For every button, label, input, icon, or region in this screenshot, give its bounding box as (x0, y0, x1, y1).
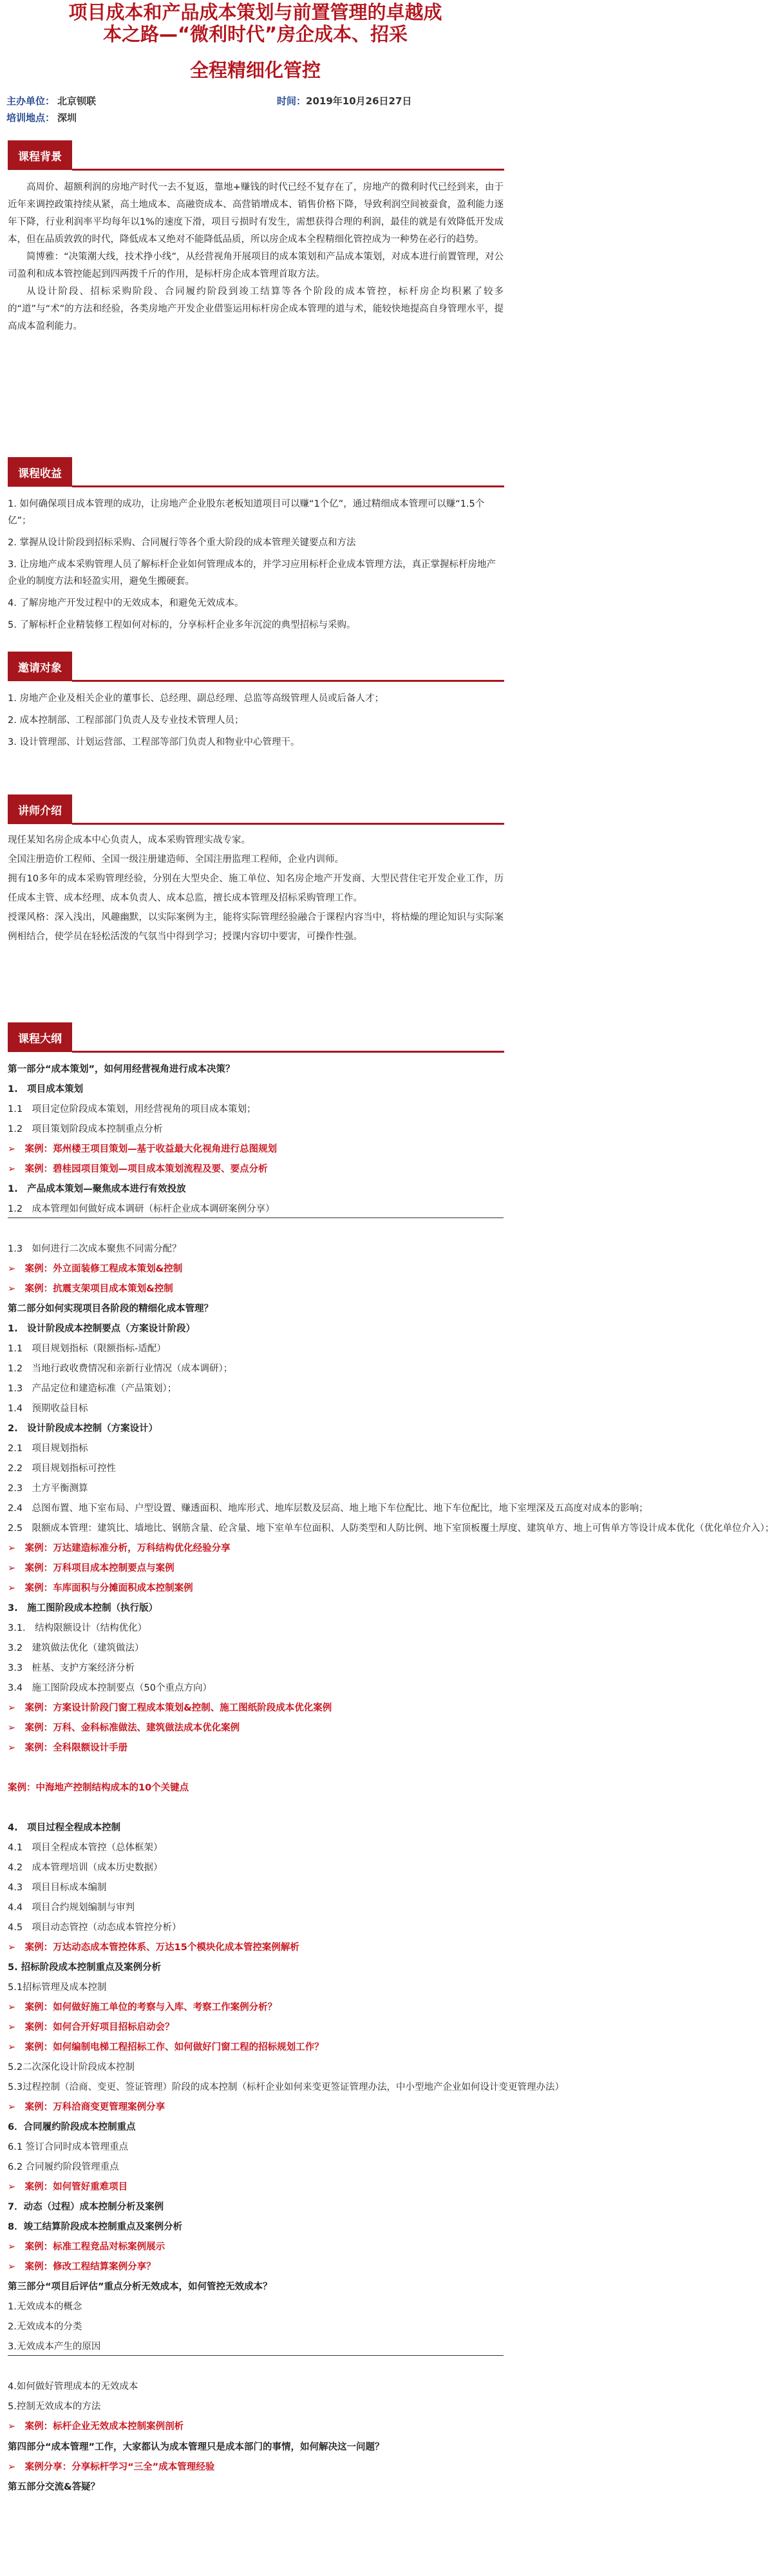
section-background-tag: 课程背景 (8, 140, 72, 170)
outline-row-text: 1.3 产品定位和建造标准（产品策划）； (8, 1384, 177, 1394)
location-value: 深圳 (57, 112, 77, 124)
title-line-1: 项目成本和产品成本策划与前置管理的卓越成 (68, 1, 442, 23)
outline-row-text: 1.1 项目定位阶段成本策划，用经营视角的项目成本策划； (8, 1104, 256, 1114)
outline-row-text: 7．动态（过程）成本控制分析及案例 (8, 2202, 164, 2212)
outline-row-text: 第二部分如何实现项目各阶段的精细化成本管理？ (8, 1304, 213, 1314)
outline-row (8, 1259, 504, 1279)
outline-row-text: 5.2二次深化设计阶段成本控制 (8, 2062, 135, 2073)
lecturer-text (8, 831, 504, 946)
meta-time (277, 94, 496, 108)
outline-row-text: ➢ 案例：如何编制电梯工程招标工作、如何做好门窗工程的招标规划工作？ (8, 2042, 324, 2053)
outline-row-text: ➢ 案例：如何合开好项目招标启动会？ (8, 2022, 175, 2033)
outline-row-text: 4.1 项目全程成本管控（总体框架） (8, 1843, 163, 1853)
audience-item: 1. 房地产企业及相关企业的董事长、总经理、副总经理、总监等高级管理人员或后备人才； (8, 693, 384, 704)
outline-row-text: ➢ 案例：如何管好重难项目 (8, 2182, 128, 2192)
outline-row (8, 1738, 504, 1758)
meta-location (6, 111, 504, 124)
location-label: 培训地点： (6, 112, 55, 124)
outline-row (8, 2138, 504, 2158)
section-lecturer-line (72, 823, 504, 825)
outline-row-text: ➢ 案例：万科洽商变更管理案例分享 (8, 2102, 165, 2112)
outline-row (8, 1100, 504, 1120)
outline-row-text: 1. 设计阶段成本控制要点（方案设计阶段） (8, 1324, 196, 1334)
outline-row-text: 6．合同履约阶段成本控制重点 (8, 2122, 136, 2132)
outline-row (8, 1619, 504, 1639)
outline-row-text: 2. 设计阶段成本控制（方案设计） (8, 1424, 158, 1434)
outline-row (8, 2078, 565, 2098)
outline-row (8, 1060, 504, 1080)
outline-row-text: ➢ 案例：万科、金科标准做法、建筑做法成本优化案例 (8, 1723, 240, 1733)
outline-row (8, 2058, 504, 2078)
outline-row (8, 1379, 504, 1399)
outline-row (8, 1659, 504, 1678)
outline-row (8, 1718, 504, 1738)
outline-row-text: ➢ 案例：抗震支架项目成本策划&控制 (8, 1284, 173, 1294)
outline-row-text: 8．竣工结算阶段成本控制重点及案例分析 (8, 2222, 183, 2232)
outline-row (8, 1319, 504, 1339)
outline-row (8, 1998, 504, 2018)
outline-row-text: 1. 产品成本策划—聚焦成本进行有效投放 (8, 1184, 186, 1194)
lecturer-p3: 拥有10多年的成本采购管理经验，分别在大型央企、施工单位、知名房企地产开发商、大型民营住宅开发企业工作，历任成本主管、成本经理、成本负责人、成本总监，擅长成本管理及招标采购管理工作。 (8, 874, 504, 903)
outline-row-text: 5.3过程控制（洽商、变更、签证管理）阶段的成本控制（标杆企业如何来变更签证管理办法，中小型地产企业如何设计变更管理办法） (8, 2082, 565, 2092)
outline-row-text: 1.2 成本管理如何做好成本调研（标杆企业成本调研案例分享） (8, 1204, 275, 1214)
outline-row (8, 1798, 504, 1818)
outline-row (8, 1579, 504, 1599)
outline-row (8, 1419, 504, 1439)
outline-row (8, 2237, 504, 2257)
outline-row (8, 1878, 504, 1898)
outline-row (8, 1299, 504, 1319)
outline-row-text: ➢ 案例：郑州楼王项目策划—基于收益最大化视角进行总图规划 (8, 1144, 278, 1154)
outline-row (8, 1219, 504, 1239)
benefit-item: 1. 如何确保项目成本管理的成功，让房地产企业股东老板知道项目可以赚“1个亿”，通过精细成本管理可以赚“1.5个亿”； (8, 499, 485, 526)
outline-row (8, 1918, 504, 1938)
outline-row-text: 1. 项目成本策划 (8, 1084, 84, 1095)
time-label: 时间： (277, 95, 307, 107)
outline-row (8, 2377, 504, 2397)
outline-row (8, 2118, 504, 2138)
background-text (8, 179, 504, 335)
time-value: 2019年10月26日27日 (306, 95, 412, 107)
outline-row (8, 2018, 504, 2038)
outline-row (8, 1958, 504, 1978)
section-background-line (72, 169, 504, 171)
outline-row-text: ➢ 案例：车库面积与分摊面积成本控制案例 (8, 1583, 193, 1594)
outline-row-text: 4.3 项目目标成本编制 (8, 1883, 107, 1893)
audience-list (8, 690, 504, 756)
outline-row-text: 6.2 合同履约阶段管理重点 (8, 2162, 119, 2172)
lecturer-p1: 现任某知名房企成本中心负责人，成本采购管理实战专家。 (8, 835, 250, 845)
outline-row (8, 2098, 504, 2118)
outline-row-text: 1.2 当地行政收费情况和亲新行业情况（成本调研）； (8, 1364, 233, 1374)
outline-row-text: ➢ 案例：外立面装修工程成本策划&控制 (8, 1264, 183, 1274)
outline-row (8, 1838, 504, 1858)
outline-row (8, 2337, 504, 2357)
outline-row (8, 2317, 504, 2337)
outline-row (8, 1459, 504, 1479)
outline-row-text: 2.3 土方平衡测算 (8, 1483, 88, 1494)
section-audience-tag: 邀请对象 (8, 652, 72, 681)
outline-row-text: 第四部分“成本管理”工作，大家都认为成本管理只是成本部门的事情，如何解决这一问题？ (8, 2442, 384, 2452)
outline-row-text: 第三部分“项目后评估”重点分析无效成本，如何管控无效成本？ (8, 2282, 272, 2292)
outline-row-text: 4.5 项目动态管控（动态成本管控分析） (8, 1923, 182, 1933)
outline-row-text: 第一部分“成本策划”，如何用经营视角进行成本决策？ (8, 1064, 235, 1075)
outline-row-text: 6.1 签订合同时成本管理重点 (8, 2142, 129, 2152)
section-audience-line (72, 680, 504, 682)
outline-row (8, 2397, 504, 2417)
outline-row (8, 1599, 504, 1619)
outline-row-text: 4. 项目过程全程成本控制 (8, 1823, 121, 1833)
outline-row (8, 1519, 774, 1539)
outline-row-text: 4.如何做好管理成本的无效成本 (8, 2382, 138, 2392)
section-outline-tag: 课程大纲 (8, 1022, 72, 1052)
outline-row-text: ➢ 案例：标准工程竞品对标案例展示 (8, 2242, 165, 2252)
outline-row (8, 2197, 504, 2217)
outline-row (8, 1239, 504, 1259)
outline-row-text: 2.5 限额成本管理：建筑比、墙地比、钢筋含量、砼含量、地下室单车位面积、人防类型和人防比例、地下室顶板覆土厚度、建筑单方、地上可售单方等设计成本优化（优化单位介入）； (8, 1523, 774, 1534)
outline-row-text: 3.2 建筑做法优化（建筑做法） (8, 1643, 144, 1653)
audience-item: 3. 设计管理部、计划运营部、工程部等部门负责人和物业中心管理干。 (8, 737, 300, 747)
outline-row-text: ➢ 案例：全科限额设计手册 (8, 1743, 128, 1753)
outline-row-text: 3.无效成本产生的原因 (8, 2342, 101, 2352)
background-p3: 从设计阶段、招标采购阶段、合同履约阶段到竣工结算等各个阶段的成本管控，标杆房企均积累了较多的“道”与“术”的方法和经验，各类房地产开发企业借鉴运用标杆房企成本管理的道与术，能较快地提高自身管理水平，提高成本盈利能力。 (8, 287, 504, 332)
outline-row-text: ➢ 案例：万达动态成本管控体系、万达15个模块化成本管控案例解析 (8, 1942, 299, 1953)
outline-row (8, 2357, 504, 2377)
outline-row (8, 1439, 504, 1459)
outline-row (8, 1539, 504, 1559)
outline-row-text: 4.2 成本管理培训（成本历史数据） (8, 1863, 163, 1873)
outline-row (8, 1279, 504, 1299)
outline-row (8, 2417, 504, 2437)
outline-row (8, 1559, 504, 1579)
outline-row (8, 2297, 504, 2317)
outline-row (8, 2217, 504, 2237)
section-lecturer-tag: 讲师介绍 (8, 794, 72, 824)
title-line-3: 全程精细化管控 (189, 59, 321, 81)
benefit-item: 4. 了解房地产开发过程中的无效成本，和避免无效成本。 (8, 598, 244, 608)
outline-row (8, 1938, 504, 1958)
outline-row (8, 1778, 504, 1798)
outline-row (8, 1339, 504, 1359)
page-title (0, 1, 511, 45)
outline-row-text: 5. 招标阶段成本控制重点及案例分析 (8, 1962, 162, 1973)
outline-row (8, 1758, 504, 1778)
outline-row (8, 1858, 504, 1878)
outline-row-text: 2.1 项目规划指标 (8, 1443, 88, 1454)
outline-row-text: 1.无效成本的概念 (8, 2302, 82, 2312)
outline-row-text: 1.4 预期收益目标 (8, 1404, 88, 1414)
benefit-item: 2. 掌握从设计阶段到招标采购、合同履行等各个重大阶段的成本管理关键要点和方法 (8, 538, 356, 548)
section-benefits-tag: 课程收益 (8, 457, 72, 487)
row-underline (8, 1217, 504, 1218)
outline-row-text: 3. 施工图阶段成本控制（执行版） (8, 1603, 158, 1613)
audience-item: 2. 成本控制部、工程部部门负责人及专业技术管理人员； (8, 715, 244, 726)
outline-row (8, 1978, 504, 1998)
outline-row-text: 3.3 桩基、支护方案经济分析 (8, 1663, 135, 1673)
outline-row (8, 1180, 504, 1199)
section-outline-line (72, 1051, 504, 1053)
outline-row (8, 2477, 504, 2497)
benefit-item: 3. 让房地产成本采购管理人员了解标杆企业如何管理成本的，并学习应用标杆企业成本管理方法，真正掌握标杆房地产企业的制度方法和轻盈实用，避免生搬硬套。 (8, 559, 496, 587)
outline-row (8, 1898, 504, 1918)
outline-row (8, 2158, 504, 2177)
outline-row (8, 2177, 504, 2197)
outline-row-text: ➢ 案例分享：分享标杆学习“三全”成本管理经验 (8, 2462, 215, 2472)
lecturer-p4: 授课风格：深入浅出，风趣幽默，以实际案例为主，能将实际管理经验融合于课程内容当中，将枯燥的理论知识与实际案例相结合，使学员在轻松活泼的气氛当中得到学习；授课内容切中要害，可操作性强。 (8, 912, 504, 942)
outline-row-text: 3.1. 结构限额设计（结构优化） (8, 1623, 147, 1633)
outline-row-text: 5.1招标管理及成本控制 (8, 1982, 107, 1993)
title-line-2: 本之路—“微利时代”房企成本、招采 (102, 23, 408, 45)
outline-row (8, 1120, 504, 1140)
outline-row-text: 2.4 总图布置、地下室布局、户型设置、赚透面积、地库形式、地库层数及层高、地上地下车位配比、地下车位配比，地下室埋深及五高度对成本的影响； (8, 1503, 648, 1514)
outline-row (8, 1140, 504, 1160)
section-benefits-line (72, 485, 504, 487)
outline-row-text: 4.4 项目合约规划编制与审判 (8, 1903, 135, 1913)
outline-row-text: 2.2 项目规划指标可控性 (8, 1463, 117, 1474)
outline-row-text: 3.4 施工图阶段成本控制要点（50个重点方向） (8, 1683, 212, 1693)
outline-row (8, 1678, 504, 1698)
outline-row (8, 2257, 504, 2277)
outline-row-text: 1.1 项目规划指标（限额指标-适配） (8, 1344, 166, 1354)
benefits-list (8, 496, 504, 639)
outline-list (8, 1060, 774, 2497)
outline-row (8, 2458, 504, 2477)
lecturer-p2: 全国注册造价工程师、全国一级注册建造师、全国注册监理工程师，企业内训师。 (8, 854, 344, 865)
background-p2: 简博雅：“决策潮大线，技术挣小线”，从经营视角开展项目的成本策划和产品成本策划，对成本进行前置管理，对公司盈利和成本管控能起到四两拨千斤的作用，是标杆房企成本管理首取方法。 (8, 252, 504, 279)
outline-row-text: 1.2 项目策划阶段成本控制重点分析 (8, 1124, 163, 1134)
outline-row (8, 1698, 504, 1718)
benefit-item: 5. 了解标杆企业精装修工程如何对标的，分享标杆企业多年沉淀的典型招标与采购。 (8, 620, 356, 630)
background-p1: 高周价、超额利润的房地产时代一去不复返，靠地+赚钱的时代已经不复存在了，房地产的微利时代已经到来，由于近年来调控政策持续从紧，高土地成本、高融资成本、高营销增成本、销售价格下降，导致利润空间被蚕食，盈利能力逐年下降，行业利润率平均每年以1%的速度下滑，项目亏损时有发生，需想获得合理的利润，最佳的就是有效降低开发成本，但在品质敦敦的时代，降低成本又绝对不能降低品质，所以房企成本全程精细化管控成为一种势在必行的趋势。 (8, 182, 504, 245)
outline-row-text: 第五部分交流&答疑？ (8, 2482, 100, 2492)
outline-row (8, 1359, 504, 1379)
outline-row-text: ➢ 案例：万科项目成本控制要点与案例 (8, 1563, 175, 1574)
outline-row-text: ➢ 案例：如何做好施工单位的考察与入库、考察工作案例分析？ (8, 2002, 278, 2013)
outline-row-text: ➢ 案例：标杆企业无效成本控制案例剖析 (8, 2421, 184, 2432)
outline-row (8, 1399, 504, 1419)
outline-row-text: ➢ 案例：碧桂园项目策划—项目成本策划流程及要、要点分析 (8, 1164, 268, 1174)
outline-row-text: 5.控制无效成本的方法 (8, 2402, 101, 2412)
outline-row (8, 2038, 504, 2058)
outline-row (8, 1199, 504, 1219)
organizer-value: 北京钡联 (57, 95, 97, 107)
outline-row-text: ➢ 案例：修改工程结算案例分享？ (8, 2262, 156, 2272)
outline-row (8, 1479, 504, 1499)
outline-row (8, 2437, 504, 2458)
outline-row (8, 1499, 648, 1519)
outline-row-text: ➢ 案例：方案设计阶段门窗工程成本策划&控制、施工图纸阶段成本优化案例 (8, 1703, 332, 1713)
outline-row-text: 2.无效成本的分类 (8, 2322, 82, 2332)
organizer-label: 主办单位： (6, 95, 55, 107)
row-underline (8, 2355, 504, 2356)
outline-row (8, 2277, 504, 2297)
outline-row (8, 1080, 504, 1100)
outline-row (8, 1818, 504, 1838)
outline-row (8, 1160, 504, 1180)
outline-row (8, 1639, 504, 1659)
outline-row-text: 1.3 如何进行二次成本聚焦不同需分配？ (8, 1244, 182, 1254)
outline-row-text: 案例：中海地产控制结构成本的10个关键点 (8, 1783, 189, 1793)
outline-row-text: ➢ 案例：万达建造标准分析，万科结构优化经验分享 (8, 1543, 231, 1554)
